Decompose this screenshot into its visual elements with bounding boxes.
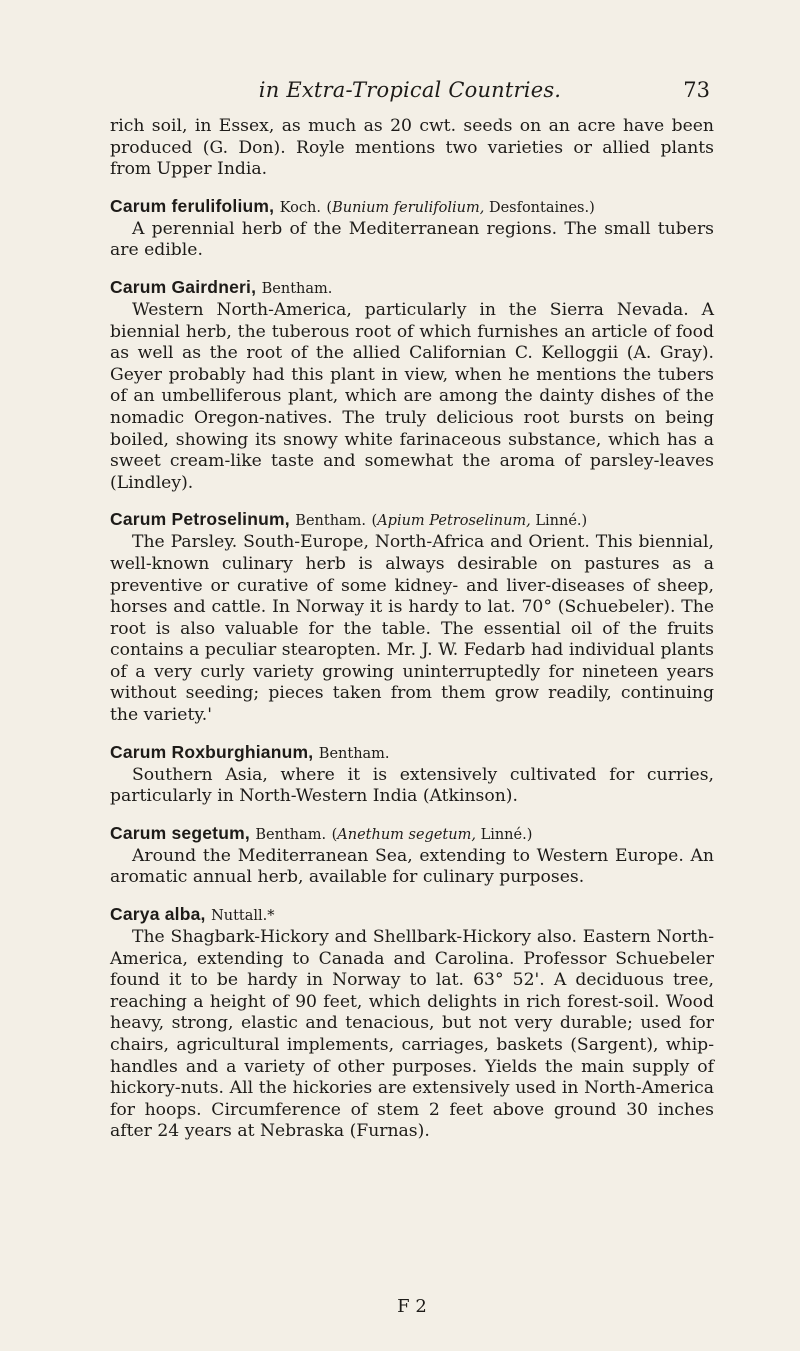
synonym-authority: Linné.) [535,513,588,530]
species-authority: Bentham. [261,280,333,297]
entry-heading [110,822,714,846]
plant-entry [110,195,714,262]
plant-entry [110,741,714,808]
entry-description: The Shagbark-Hickory and Shellbark-Hickory also. Eastern North-America, extending to Canada and Carolina. Professor Schuebeler found it to be hardy in Norway to lat. 63° 52'. A deciduous tree, reaching a height of 90 feet, which delights in rich forest-soil. Wood heavy, strong, elastic and tenacious, but not very durable; used for chairs, agricultural implements, carriages, baskets (Sargent), whip-handles and a variety of other purposes. Yields the main supply of hickory-nuts. All the hickories are extensively used in North-America for hoops. Circumference of stem 2 feet above ground 30 inches after 24 years at Nebraska (Furnas). [110,927,714,1142]
signature-mark: F 2 [397,1296,427,1317]
entry-heading [110,508,714,532]
synonym-authority: Linné.) [480,826,533,843]
entry-heading [110,195,714,219]
species-authority: Bentham. [255,826,327,843]
synonym: (Bunium ferulifolium, Desfontaines.) [326,199,595,216]
plant-entry [110,276,714,494]
species-name: Carum ferulifolium, [110,195,275,216]
page-body [110,116,714,1143]
synonym: (Apium Petroselinum, Linné.) [371,513,588,530]
synonym-name: Anethum segetum, [337,826,476,843]
synonym-name: Bunium ferulifolium, [332,199,485,216]
entry-description: Western North-America, particularly in the Sierra Nevada. A biennial herb, the tuberous root of which furnishes an article of food as well as the root of the allied Californian C. Kelloggii (A. Gray). Geyer probably had this plant in view, when he mentions the tubers of an umbelliferous plant, which are among the dainty dishes of the nomadic Oregon-natives. The truly delicious root bursts on being boiled, showing its snowy white farinaceous substance, which has a sweet cream-like taste and somewhat the aroma of parsley-leaves (Lindley). [110,299,714,493]
synonym-authority: Desfontaines.) [488,199,595,216]
species-name: Carum Roxburghianum, [110,741,314,762]
species-authority: Bentham. [295,513,367,530]
species-authority: Nuttall.* [211,908,275,925]
plant-entry [110,903,714,1143]
entry-description: A perennial herb of the Mediterranean regions. The small tubers are edible. [110,218,714,261]
entry-heading [110,903,714,927]
plant-entry [110,822,714,889]
plant-entry [110,508,714,726]
continued-paragraph: rich soil, in Essex, as much as 20 cwt. seeds on an acre have been produced (G. Don). Royle mentions two varieties or allied plants from Upper India. [110,116,714,180]
species-authority: Bentham. [318,745,390,762]
entry-heading [110,276,714,300]
running-title: in Extra-Tropical Countries. [258,78,562,102]
species-name: Carum Gairdneri, [110,276,257,297]
species-authority: Koch. [279,199,321,216]
running-header [110,78,710,102]
entry-description: The Parsley. South-Europe, North-Africa and Orient. This biennial, well-known culinary herb is always desirable on pastures as a preventive or curative of some kidney- and liver-diseases of sheep, horses and cattle. In Norway it is hardy to lat. 70° (Schuebeler). The root is also valuable for the table. The essential oil of the fruits contains a peculiar stearopten. Mr. J. W. Fedarb had individual plants of a very curly variety growing uninterruptedly for nineteen years without seeding; pieces taken from them grow readily, continuing the variety.' [110,532,714,726]
entry-description: Around the Mediterranean Sea, extending to Western Europe. An aromatic annual herb, available for culinary purposes. [110,845,714,888]
species-name: Carum Petroselinum, [110,509,290,530]
synonym-name: Apium Petroselinum, [377,513,531,530]
entry-heading [110,741,714,765]
synonym: (Anethum segetum, Linné.) [331,826,533,843]
species-name: Carum segetum, [110,822,250,843]
entry-description: Southern Asia, where it is extensively cultivated for curries, particularly in North-Western India (Atkinson). [110,764,714,807]
species-name: Carya alba, [110,904,206,925]
page-number: 73 [683,78,710,102]
